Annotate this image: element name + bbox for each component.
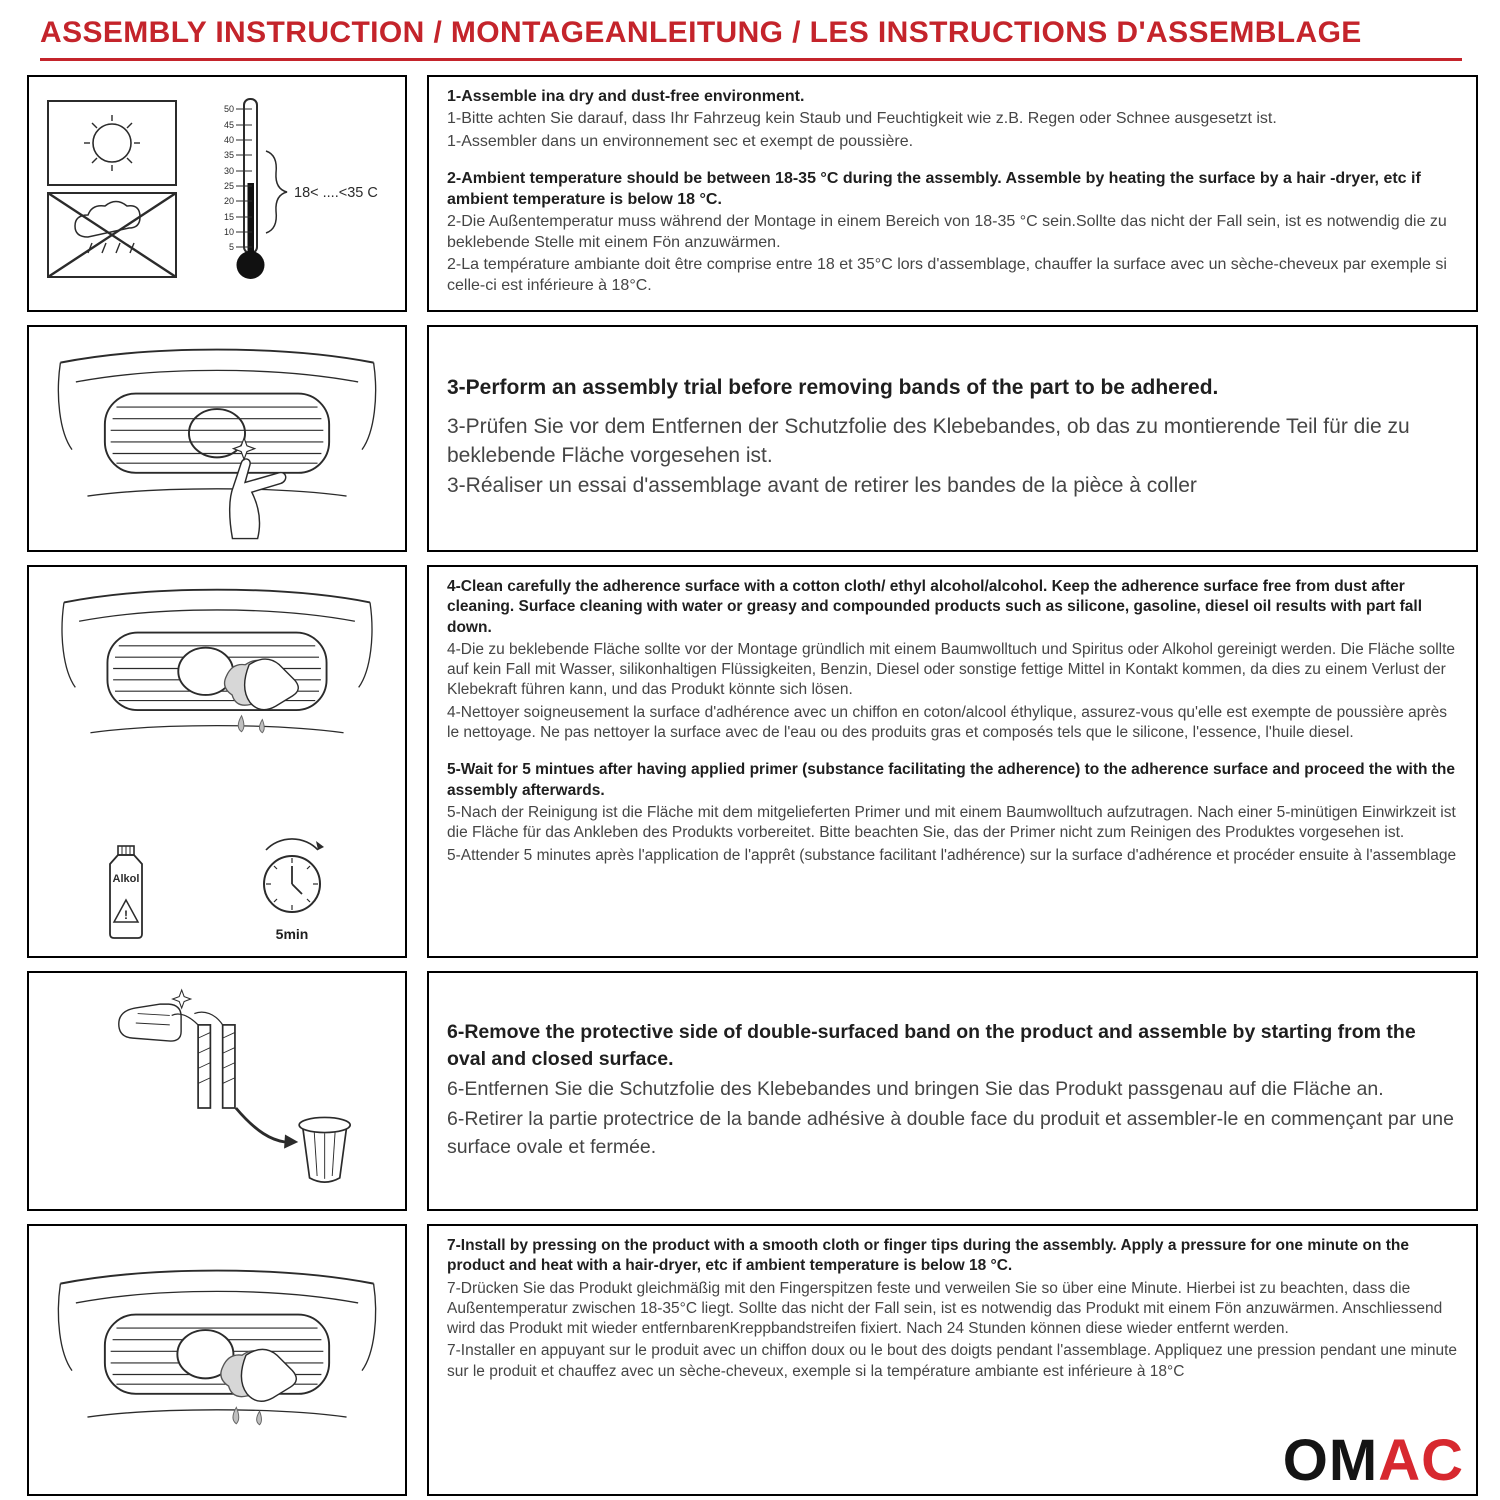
step-4-fr: 4-Nettoyer soigneusement la surface d'adhérence avec un chiffon en coton/alcool éthylique, assurez-vous qu'elle est exempte de poussière après le nettoyage. Ne pas nettoyer la surface avec de l'eau ou des produits gras et composés tels que le silicone, l'essence, l'huile diesel.: [447, 703, 1447, 742]
trial-illustration-box: [27, 325, 407, 552]
row-step-3: [27, 325, 1478, 552]
svg-text:50: 50: [223, 103, 234, 114]
step-3-en: 3-Perform an assembly trial before removing bands of the part to be adhered.: [447, 375, 1219, 399]
step-3-de: 3-Prüfen Sie vor dem Entfernen der Schutzfolie des Klebebandes, ob das zu montierende Teil für die zu beklebende Fläche vorgesehen ist.: [447, 414, 1410, 467]
spacer: [447, 745, 1458, 760]
clock-icon: [244, 832, 340, 924]
steps-1-2-textbox: [427, 75, 1478, 312]
spacer: [447, 405, 1458, 413]
step-2-de: 2-Die Außentemperatur muss während der Montage in einem Bereich von 18-35 °C sein.Sollte das nicht der Fall sein, ist es notwendig die zu beklebende Stelle mit einem Fön anzuwärmen.: [447, 213, 1447, 251]
no-rain-icon: [48, 193, 176, 277]
band-removal-illustration-box: [27, 971, 407, 1211]
clock-label: 5min: [275, 926, 309, 942]
sparkle-icon: [233, 438, 254, 459]
step-6-de: 6-Entfernen Sie die Schutzfolie des Klebebandes und bringen Sie das Produkt passgenau auf die Fläche an.: [447, 1078, 1384, 1101]
step-2-en: 2-Ambient temperature should be between 18-35 °C during the assembly. Assemble by heating the surface by a hair -dryer, etc if ambient temperature is below 18 °C.: [447, 170, 1421, 208]
step-6-en: 6-Remove the protective side of double-surfaced band on the product and assemble by starting from the oval and closed surface.: [447, 1020, 1416, 1071]
temperature-range-label: 18< ....<35 C: [294, 184, 378, 201]
step-2-fr: 2-La température ambiante doit être comprise entre 18 et 35°C lors d'assemblage, chauffer la surface avec un sèche-cheveux par exemple si celle-ci est inférieure à 18°C.: [447, 256, 1447, 294]
tape-disposal-illustration: [47, 985, 387, 1197]
svg-text:30: 30: [223, 165, 234, 176]
temperature-illustration: [36, 87, 398, 301]
temperature-illustration-box: [27, 75, 407, 312]
omac-logo-black-part: OM: [1282, 1428, 1379, 1493]
title-divider: [40, 58, 1462, 61]
svg-text:10: 10: [223, 226, 234, 237]
steps-4-5-textbox: [427, 565, 1478, 958]
omac-logo: [1282, 1428, 1464, 1493]
step-6-fr: 6-Retirer la partie protectrice de la bande adhésive à double face du produit et assembler-le en commençant par une surface ovale et fermée.: [447, 1107, 1455, 1158]
step-5-fr: 5-Attender 5 minutes après l'application de l'apprêt (substance facilitant l'adhérence) sur la surface d'adhérence et procéder ensuite à l'assemblage: [447, 846, 1457, 864]
step-7-fr: 7-Installer en appuyant sur le produit avec un chiffon doux ou le bout des doigts pendant l'assemblage. Appliquez une pression pendant une minute sur le produit et chauffez avec un sèche-cheveux, exemple si la température ambiante est inférieure à 18°C: [447, 1342, 1458, 1380]
page-title: ASSEMBLY INSTRUCTION / MONTAGEANLEITUNG / LES INSTRUCTIONS D'ASSEMBLAGE: [40, 16, 1362, 49]
car-grille-pressing-illustration: [43, 1257, 391, 1463]
pressing-illustration-box: [27, 1224, 407, 1496]
sun-icon: [48, 101, 176, 185]
step-6-textbox: [427, 971, 1478, 1211]
step-3-fr: 3-Réaliser un essai d'assemblage avant de retirer les bandes de la pièce à coller: [447, 474, 1197, 498]
step-5-en: 5-Wait for 5 mintues after having applied primer (substance facilitating the adherence) to the adherence surface and proceed the with the assembly afterwards.: [447, 761, 1455, 799]
alcohol-bottle: [94, 842, 158, 942]
omac-logo-red-part: AC: [1378, 1428, 1464, 1493]
step-7-textbox: [427, 1224, 1478, 1496]
step-4-de: 4-Die zu beklebende Fläche sollte vor der Montage gründlich mit einem Baumwolltuch und Spiritus oder Alkohol gereinigt werden. Die Fläche sollte auf kein Fall mit Wasser, silikonhaltigen Flüssigkeiten, Benzin, Diesel oder sonstige fettige Mittel in Kontakt kommen, da dies zu einem Verlust der Klebekraft führen kann, und das Produkt könnte sich lösen.: [447, 640, 1456, 699]
alcohol-label: Alkol: [112, 873, 140, 885]
row-step-7: [27, 1224, 1478, 1496]
row-step-6: [27, 971, 1478, 1211]
step-1-en: 1-Assemble ina dry and dust-free environment.: [447, 88, 805, 105]
svg-text:15: 15: [223, 211, 234, 222]
step-4-en: 4-Clean carefully the adherence surface with a cotton cloth/ ethyl alcohol/alcohol. Keep the adherence surface free from dust after cleaning. Surface cleaning with water or greasy and compounded products such as silicone, gasoline, diesel oil results with part fall down.: [447, 578, 1423, 636]
svg-text:25: 25: [223, 180, 234, 191]
car-grille-cleaning-illustration: [47, 577, 387, 777]
step-7-en: 7-Install by pressing on the product with a smooth cloth or finger tips during the assembly. Apply a pressure for one minute on the product and heat with a hair-dryer, etc if ambient temperature is below 18 °C.: [447, 1237, 1409, 1275]
svg-text:45: 45: [223, 119, 234, 130]
step-3-textbox: [427, 325, 1478, 552]
wait-clock: [244, 832, 340, 942]
warning-exclamation: !: [124, 908, 128, 922]
alcohol-bottle-icon: [94, 842, 158, 942]
disposal-arrow-icon: [236, 1108, 298, 1149]
page-header: [0, 0, 1500, 50]
cleaning-tools: [37, 832, 397, 946]
cleaning-illustration-box: [27, 565, 407, 958]
peeling-hand-icon: [119, 990, 191, 1041]
svg-text:20: 20: [223, 195, 234, 206]
row-steps-1-2: [27, 75, 1478, 312]
step-5-de: 5-Nach der Reinigung ist die Fläche mit dem mitgelieferten Primer und mit einem Baumwolltuch aufzutragen. Nach einer 5-minütigen Einwirkzeit ist die Fläche für das Ankleben des Produkts vorbereitet. Bitte beachten Sie, das der Primer nicht zum Reinigen des Produktes vorgesehen ist.: [447, 803, 1456, 842]
step-7-de: 7-Drücken Sie das Produkt gleichmäßig mit den Fingerspitzen feste und verweilen Sie so über eine Minute. Hierbei ist zu beachten, dass die Außentemperatur zwischen 18-35°C liegt. Sollte das nicht der Fall sein, ist es notwendig das Produkt mit einem Fön anzuwärmen. Anschliessend wird das Produkt mit wieder entfernbarenKreppbandstreifen fixiert. Nach 24 Stunden können diese wieder entfernt werden.: [447, 1279, 1443, 1338]
svg-text:40: 40: [223, 134, 234, 145]
step-1-de: 1-Bitte achten Sie darauf, dass Ihr Fahrzeug kein Staub und Feuchtigkeit wie z.B. Regen oder Schnee ausgesetzt ist.: [447, 110, 1277, 128]
svg-text:35: 35: [223, 149, 234, 160]
row-steps-4-5: [27, 565, 1478, 958]
step-1-fr: 1-Assembler dans un environnement sec et exempt de poussière.: [447, 132, 914, 150]
thermometer-icon: [224, 99, 378, 279]
car-grille-trial-illustration: [43, 336, 391, 542]
hand-icon: [245, 659, 299, 710]
svg-text:5: 5: [228, 241, 234, 252]
spacer: [447, 154, 1458, 169]
trash-can-icon: [299, 1117, 350, 1182]
